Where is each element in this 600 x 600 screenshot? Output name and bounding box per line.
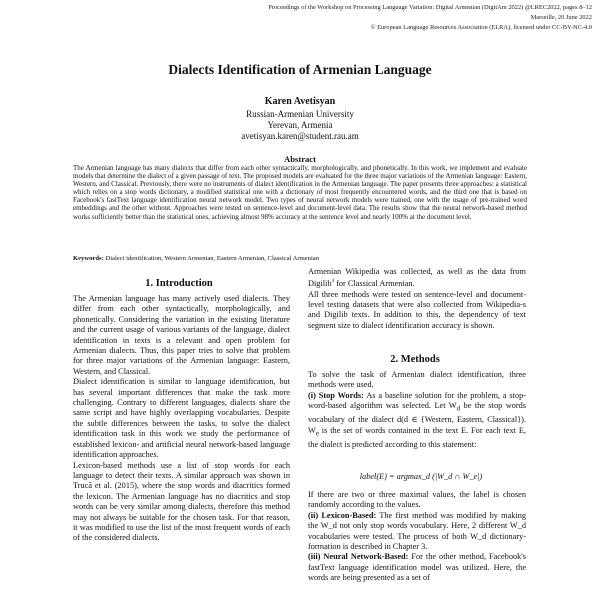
methods-column-b — [308, 490, 526, 584]
method-neural-text: For the other method, Facebook's fastText language identification model was utilized. Here, the words are being presented as a set of — [308, 552, 526, 583]
intro-paragraph-2: Dialect identification is similar to language identification, but has several important differences that make the task more challenging. Contrary to different languages, dialects share the same script and have highly overlapping vocabularies. Despite the subtle differences between the tasks, to solve the dialect identification task in this work we study the performance of established lexicon- and artificial neural network-based language identification approaches. — [73, 377, 290, 460]
sub-e: e — [315, 430, 319, 438]
methods-intro: To solve the task of Armenian dialect identification, three methods were used. — [308, 370, 526, 390]
author-name: Karen Avetisyan — [264, 96, 336, 107]
method-lexicon-text: The first method was modified by making the W_d not only stop words vocabulary. Here, 2 different W_d vocabularies were tested. The process of both W_d dictionary-formation is described in Chapter 3. — [308, 510, 527, 552]
after-formula-text: If there are two or three maximal values, the label is chosen randomly according to the values. — [308, 490, 526, 510]
author-email[interactable]: avetisyan.karen@student.rau.am — [241, 131, 359, 141]
method-neural — [308, 552, 526, 583]
method-lexicon-label: (ii) Lexicon-Based: — [308, 510, 377, 520]
methods-column-a — [308, 370, 526, 450]
keywords — [73, 255, 527, 262]
intro-paragraph-1: The Armenian language has many actively used dialects. They differ from each other syntactically, morphologically, and phonetically. Considering the variation in the existing literature and the current usage of various variants of the language, dialect identification in texts is a relevant and open problem for Armenian dialects. Thus, this paper tries to solve that problem for three major variations of the Armenian language: Eastern, Western, and Classical. — [73, 294, 290, 376]
footnote-mark: 4 — [331, 279, 335, 285]
method-stop-words-text-a: As a baseline solution for the problem, a stop-word-based algorithm was selected. Let W — [308, 390, 527, 411]
author-location: Yerevan, Armenia — [267, 120, 333, 130]
method-stop-words-text-b: be the stop words vocabulary of the dialect d(d ∈ {Western, Eastern, Classical}). W — [308, 401, 526, 435]
header-line-2: Marseille, 20 June 2022 — [530, 14, 592, 21]
method-neural-label: (iii) Neural Network-Based: — [308, 552, 409, 562]
author-affiliation: Russian-Armenian University — [246, 109, 354, 119]
header-line-1: Proceedings of the Workshop on Processing Language Variation: Digital Armenian (DigitAm 2022) @LREC2022, pages 8–12 — [268, 4, 592, 11]
testing-paragraph: All three methods were tested on sentence-level and document-level testing datasets that were also collected from Wikipedia-s and Digilib texts. In addition to this, the dependency of text segment size to dialect identification accuracy is shown. — [308, 289, 526, 330]
intro-paragraph-3: Lexicon-based methods use a list of stop words for each language to detect their texts. A similar approach was shown in Trucă et al. (2015), where the stop words and diacritics formed the lexicon. The Armenian language has no diacritics and stop words can be very similar among dialects, therefore this method may not always be suitable for the chosen task. For that reason, it was modified to use the list of the most frequent words of each of the considered dialects. — [73, 460, 290, 543]
paper-title: Dialects Identification of Armenian Language — [168, 62, 432, 77]
method-stop-words-text-c: is the set of words contained in the text E. For each text E, the dialect is predicted according to this statement: — [308, 425, 526, 449]
method-lexicon — [308, 511, 526, 553]
abstract-heading: Abstract — [284, 154, 316, 164]
keywords-text: Dialect identification, Western Armenian, Eastern Armenian, Classical Armenian — [105, 255, 320, 262]
method-stop-words — [308, 391, 526, 450]
header-line-3: © European Language Resources Association (ELRA), licensed under CC-BY-NC-4.0 — [370, 24, 592, 31]
abstract-text: The Armenian language has many dialects that differ from each other syntactically, morphologically, and phonetically. In this work, we implement and evaluate models that determine the dialect of a given passage of text. The proposed models are evaluated for the three major variations of the Armenian language: Eastern, Western, and Classical. Previously, there were no instruments of dialect identification in the Armenian language. The paper presents three approaches: a statistical which relies on a stop words dictionary, a modified statistical one with a dictionary of most frequently encountered words, and the third one that is based on Facebook's fastText language identification neural network model. Two types of neural network models were trained, one with the usage of pre-trained word embeddings and the other without. Approaches were tested on sentence-level and document-level data. The results show that the neural network-based method works sufficiently better than the statistical ones, achieving almost 98% accuracy at the sentence level and nearly 100% at the document level. — [73, 164, 527, 221]
methods-heading: 2. Methods — [390, 354, 440, 365]
method-stop-words-label: (i) Stop Words: — [308, 390, 364, 400]
right-column-top — [308, 267, 526, 331]
formula: label(E) = argmax_d (|W_d ∩ W_e|) — [359, 472, 483, 481]
sub-d: d — [456, 405, 461, 413]
keywords-label: Keywords: — [73, 255, 104, 262]
continued-text — [308, 267, 526, 290]
introduction-heading: 1. Introduction — [145, 278, 213, 289]
continued-text-b: for Classical Armenian. — [334, 279, 415, 289]
introduction-column — [73, 294, 290, 544]
continued-text-a: Armenian Wikipedia was collected, as well as the data from Digilib — [308, 267, 526, 289]
